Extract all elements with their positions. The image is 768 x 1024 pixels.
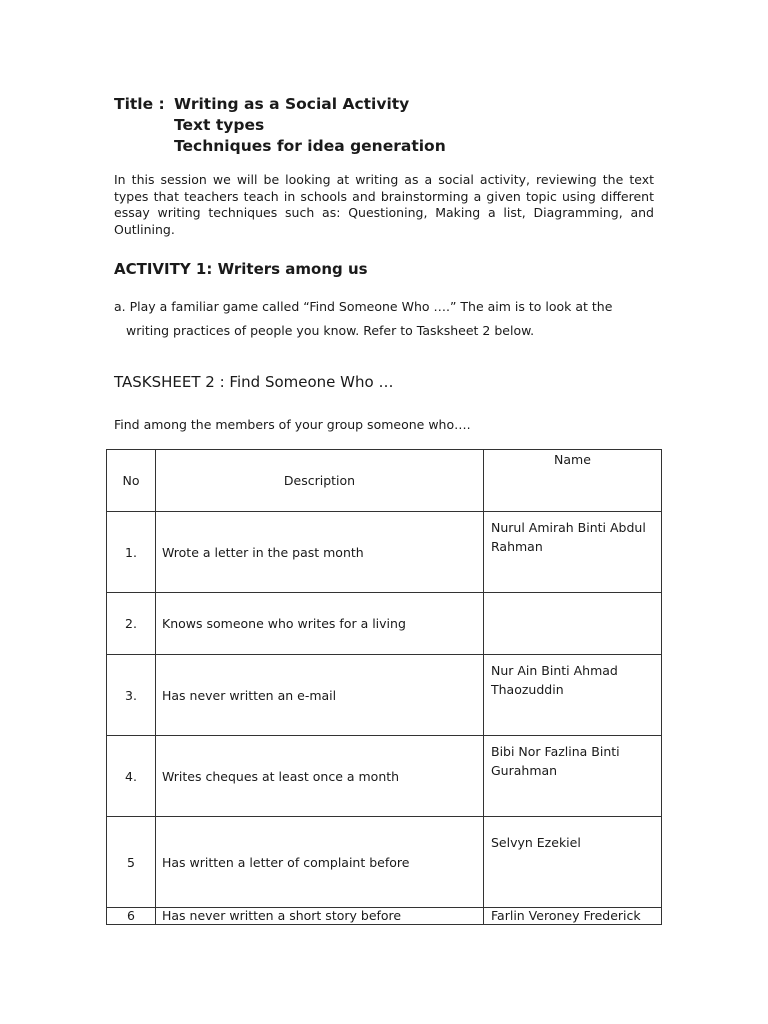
title-block	[114, 94, 446, 157]
row-name	[491, 593, 651, 599]
row-description: Has written a letter of complaint before	[156, 817, 484, 908]
header-no: No	[107, 450, 156, 512]
title-line-1: Writing as a Social Activity	[174, 95, 410, 113]
row-number: 6	[107, 908, 156, 925]
row-name: Selvyn Ezekiel	[491, 835, 581, 850]
row-number: 4.	[107, 736, 156, 817]
title-line-2: Text types	[174, 116, 265, 134]
table-row	[107, 817, 662, 908]
table-row	[107, 908, 662, 925]
instruction-line-1: a. Play a familiar game called “Find Someone Who ….” The aim is to look at the	[114, 299, 613, 314]
tasksheet-table	[106, 449, 662, 925]
instruction-line-2: writing practices of people you know. Refer to Tasksheet 2 below.	[126, 323, 535, 338]
header-name-label: Name	[554, 452, 591, 467]
row-description: Wrote a letter in the past month	[156, 512, 484, 593]
row-description: Has never written an e-mail	[156, 655, 484, 736]
header-description: Description	[156, 450, 484, 512]
row-name: Bibi Nor Fazlina Binti Gurahman	[491, 744, 620, 778]
title-line-3: Techniques for idea generation	[174, 137, 446, 155]
tasksheet-heading: TASKSHEET 2 : Find Someone Who …	[114, 373, 394, 391]
row-name-cell	[484, 593, 662, 655]
row-description: Writes cheques at least once a month	[156, 736, 484, 817]
row-name: Farlin Veroney Frederick	[484, 908, 662, 925]
table-row	[107, 512, 662, 593]
row-name: Nur Ain Binti Ahmad Thaozuddin	[491, 663, 618, 697]
table-row	[107, 736, 662, 817]
tasksheet-prompt: Find among the members of your group someone who….	[114, 417, 471, 432]
row-description: Has never written a short story before	[156, 908, 484, 925]
row-number: 1.	[107, 512, 156, 593]
row-number: 3.	[107, 655, 156, 736]
title-label: Title :	[114, 95, 165, 113]
row-name-cell	[484, 655, 662, 736]
header-name	[484, 450, 662, 512]
table-header-row	[107, 450, 662, 512]
row-name-cell	[484, 512, 662, 593]
row-number: 2.	[107, 593, 156, 655]
row-number: 5	[107, 817, 156, 908]
intro-paragraph: In this session we will be looking at writing as a social activity, reviewing the text types that teachers teach in schools and brainstorming a given topic using different essay writing techniques such as: Questioning, Making a list, Diagramming, and Outlining.	[114, 172, 654, 237]
table-row	[107, 593, 662, 655]
row-name-cell	[484, 736, 662, 817]
row-description: Knows someone who writes for a living	[156, 593, 484, 655]
activity-heading: ACTIVITY 1: Writers among us	[114, 260, 368, 278]
table-row	[107, 655, 662, 736]
row-name-cell	[484, 817, 662, 908]
row-name: Nurul Amirah Binti Abdul Rahman	[491, 520, 646, 554]
